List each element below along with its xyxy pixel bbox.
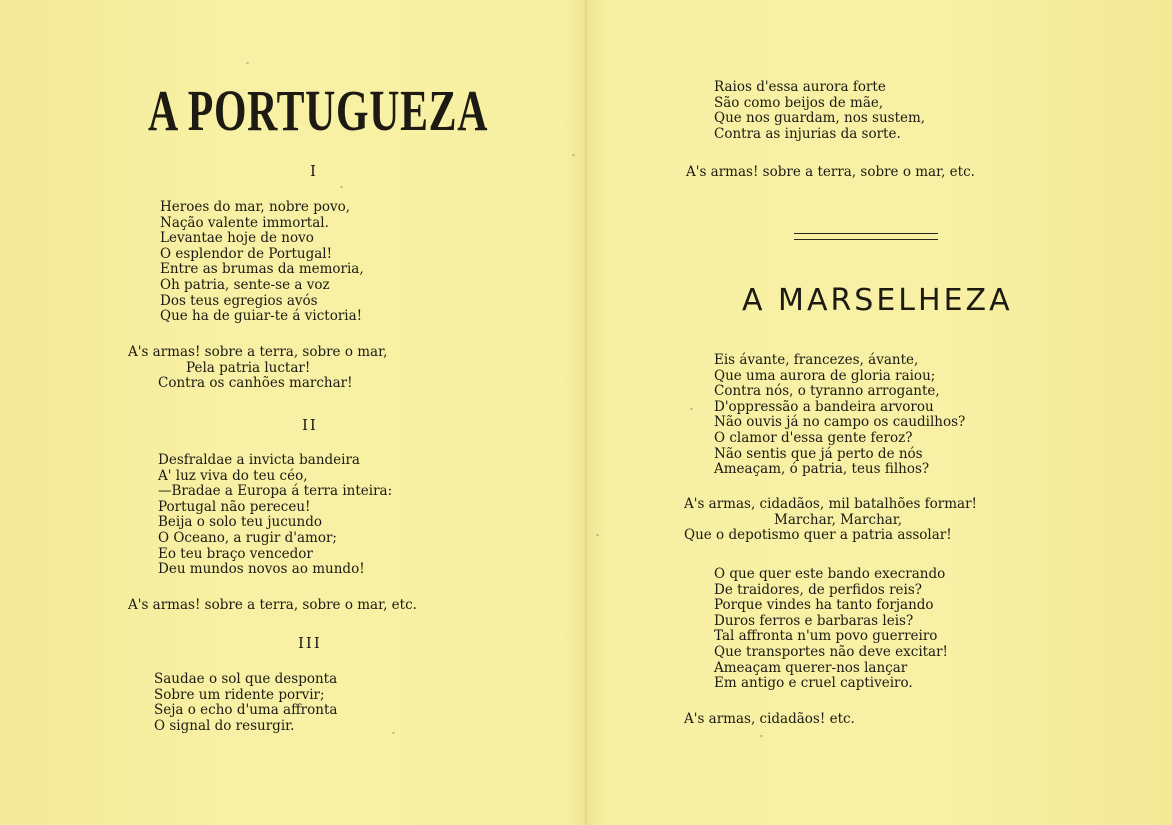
refrain-portugueza <box>128 598 417 614</box>
chorus-line: A's armas, cidadãos, mil batalhões formar! <box>684 496 977 512</box>
verse-line: D'oppressão a bandeira arvorou <box>714 398 934 415</box>
paper-speck <box>246 62 249 64</box>
stanza-numeral-3: III <box>298 634 322 652</box>
chorus-line: A's armas! sobre a terra, sobre o mar, <box>128 344 388 360</box>
verse-line: Saudae o sol que desponta <box>154 671 338 687</box>
center-fold <box>584 0 588 825</box>
paper-speck <box>392 732 395 734</box>
verse-line: São como beijos de mãe, <box>714 94 884 111</box>
chorus-portugueza <box>128 345 387 392</box>
verse-line: Eo teu braço vencedor <box>158 545 313 562</box>
stanza-1 <box>160 200 364 325</box>
verse-line: Seja o echo d'uma affronta <box>154 702 338 719</box>
verse-line: Que uma aurora de gloria raiou; <box>714 367 936 384</box>
chorus-line: Que o depotismo quer a patria assolar! <box>684 527 952 544</box>
verse-line: Contra nós, o tyranno arrogante, <box>714 383 940 400</box>
refrain-line: A's armas, cidadãos! etc. <box>684 711 855 727</box>
verse-line: Sobre um ridente porvir; <box>154 686 325 703</box>
verse-line: Não ouvis já no campo os caudilhos? <box>714 414 966 431</box>
verse-line: Ameaçam, ó patria, teus filhos? <box>714 461 930 478</box>
verse-line: O esplendor de Portugal! <box>160 245 333 262</box>
paper-speck <box>596 534 599 536</box>
verse-line: A' luz viva do teu céo, <box>158 467 308 484</box>
verse-line: Ameaçam querer-nos lançar <box>714 659 908 676</box>
chorus-line: Pela patria luctar! <box>186 359 311 376</box>
verse-line: Levantae hoje de novo <box>160 230 314 247</box>
page-title-portugueza: A PORTUGUEZA <box>148 78 489 143</box>
chorus-line: Contra os canhões marchar! <box>158 375 353 392</box>
verse-line: Nação valente immortal. <box>160 214 329 231</box>
verse-line: Que nos guardam, nos sustem, <box>714 110 926 127</box>
stanza-numeral-2: II <box>302 416 318 434</box>
stanza-numeral-1: I <box>310 162 318 180</box>
verse-line: —Bradae a Europa á terra inteira: <box>158 483 393 500</box>
verse-line: De traidores, de perfidos reis? <box>714 581 922 598</box>
stanza-3 <box>154 672 337 734</box>
refrain-continuation <box>686 165 975 181</box>
refrain-line: A's armas! sobre a terra, sobre o mar, etc. <box>128 597 417 613</box>
verse-line: Porque vindes ha tanto forjando <box>714 597 934 614</box>
refrain-marselheza <box>684 712 855 728</box>
section-divider <box>794 233 938 240</box>
verse-line: Que ha de guiar-te á victoria! <box>160 308 363 325</box>
verse-line: Em antigo e cruel captiveiro. <box>714 675 913 692</box>
stanza-2 <box>158 453 392 578</box>
verse-line: O que quer este bando execrando <box>714 566 946 582</box>
verse-line: Eis ávante, francezes, ávante, <box>714 352 919 368</box>
chorus-marselheza <box>684 497 977 544</box>
right-page <box>586 0 1172 825</box>
verse-line: Desfraldae a invicta bandeira <box>158 452 360 468</box>
paper-speck <box>760 735 763 737</box>
paper-speck <box>340 186 343 188</box>
refrain-line: A's armas! sobre a terra, sobre o mar, etc. <box>686 164 975 180</box>
verse-line: Duros ferros e barbaras leis? <box>714 612 914 629</box>
verse-line: Deu mundos novos ao mundo! <box>158 561 365 578</box>
verse-line: O signal do resurgir. <box>154 717 295 734</box>
verse-line: Contra as injurias da sorte. <box>714 125 901 142</box>
verse-line: Portugal não pereceu! <box>158 498 311 515</box>
verse-line: O clamor d'essa gente feroz? <box>714 429 913 446</box>
chorus-line: Marchar, Marchar, <box>774 511 903 528</box>
verse-line: Raios d'essa aurora forte <box>714 79 886 95</box>
stanza-marselheza-1 <box>714 353 965 478</box>
verse-line: Oh patria, sente-se a voz <box>160 276 330 293</box>
verse-line: Que transportes não deve excitar! <box>714 643 948 660</box>
paper-speck <box>572 154 575 156</box>
paper-speck <box>690 408 693 410</box>
verse-line: Entre as brumas da memoria, <box>160 261 364 278</box>
verse-line: O Oceano, a rugir d'amor; <box>158 529 337 546</box>
stanza-continuation <box>714 80 925 142</box>
verse-line: Dos teus egregios avós <box>160 292 318 309</box>
verse-line: Não sentis que já perto de nós <box>714 445 923 462</box>
verse-line: Heroes do mar, nobre povo, <box>160 199 351 215</box>
stanza-marselheza-2 <box>714 567 948 692</box>
page-title-marselheza: A MARSELHEZA <box>742 283 1013 318</box>
verse-line: Beija o solo teu jucundo <box>158 514 322 531</box>
verse-line: Tal affronta n'um povo guerreiro <box>714 628 938 645</box>
